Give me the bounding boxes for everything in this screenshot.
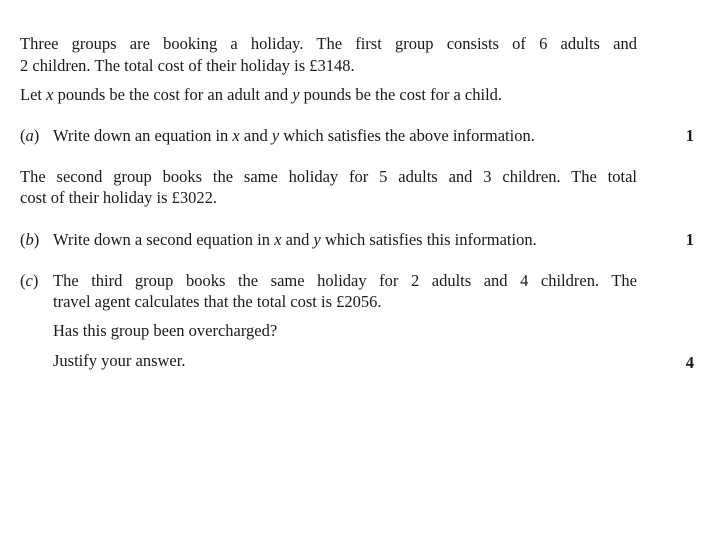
part-c-question: Has this group been overcharged? <box>53 321 278 340</box>
part-b-text-suffix: which satisfies this information. <box>320 230 537 249</box>
part-a-question <box>53 125 535 147</box>
part-b-variable-y: y <box>313 230 321 249</box>
intro-line-1: Three groups are booking a holiday. The first group consists of 6 adults and <box>20 34 637 53</box>
part-b-label: (b) <box>20 230 40 249</box>
variable-definition <box>20 84 502 106</box>
part-c-marks: 4 <box>685 353 694 372</box>
variable-y: y <box>292 85 300 104</box>
part-b-text-middle: and <box>281 230 314 249</box>
part-b-letter: b <box>25 230 34 249</box>
part-c-label: (c) <box>20 271 39 290</box>
intro-line-2: 2 children. The total cost of their holiday is £3148. <box>20 56 355 75</box>
second-group-line-1: The second group books the same holiday for 5 adults and 3 children. The total <box>20 167 637 186</box>
part-a-variable-y: y <box>271 126 280 145</box>
part-c-line-1: The third group books the same holiday for 2 adults and 4 children. The <box>53 271 637 290</box>
definition-suffix: pounds be the cost for a child. <box>299 85 503 104</box>
part-b-question <box>53 229 537 251</box>
part-b-text-prefix: Write down a second equation in <box>53 230 275 249</box>
part-a-variable-x: x <box>232 126 240 145</box>
part-c-instruction: Justify your answer. <box>53 351 186 370</box>
part-a-letter: a <box>25 126 34 145</box>
definition-prefix: Let <box>20 85 47 104</box>
part-b-variable-x: x <box>274 230 282 249</box>
part-a-label: (a) <box>20 126 40 145</box>
second-group-line-2: cost of their holiday is £3022. <box>20 188 218 207</box>
part-a-text-middle: and <box>239 126 272 145</box>
part-c-letter: c <box>25 271 33 290</box>
variable-x: x <box>46 85 54 104</box>
part-a-marks: 1 <box>685 126 694 145</box>
part-c-line-2: travel agent calculates that the total cost is £2056. <box>53 292 382 311</box>
part-b-marks: 1 <box>685 230 694 249</box>
definition-middle: pounds be the cost for an adult and <box>53 85 293 104</box>
part-a-text-prefix: Write down an equation in <box>53 126 233 145</box>
part-a-text-suffix: which satisfies the above information. <box>279 126 535 145</box>
